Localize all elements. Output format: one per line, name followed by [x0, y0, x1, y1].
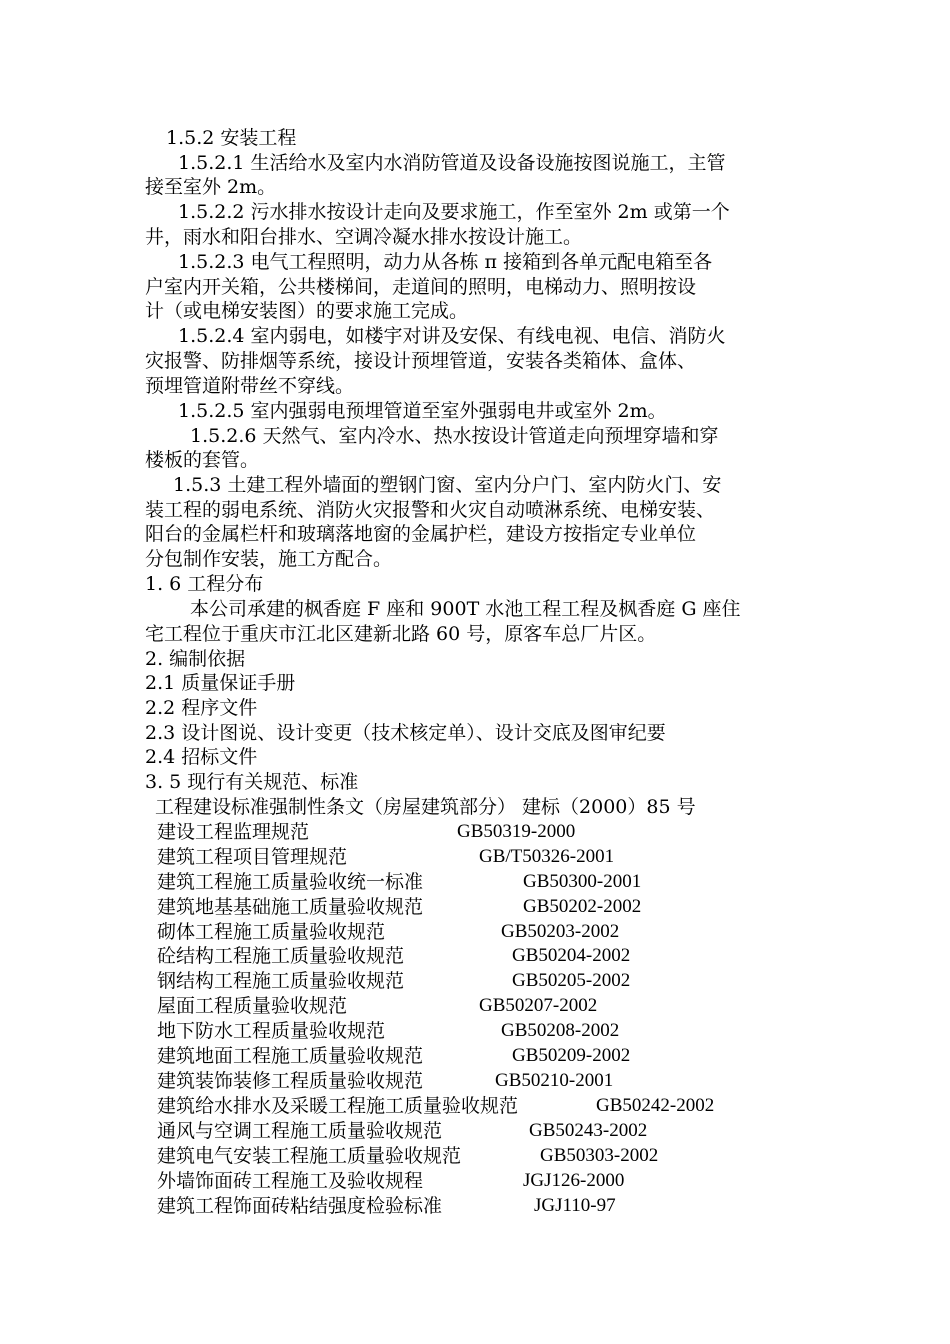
section-heading-1-6: 1. 6 工程分布 — [145, 573, 264, 595]
standard-name: 建筑地基基础施工质量验收规范 — [157, 896, 424, 918]
standard-code: GB/T50326-2001 — [479, 846, 615, 867]
list-item: 2.1 质量保证手册 — [145, 672, 296, 694]
standard-name: 建筑地面工程施工质量验收规范 — [157, 1045, 424, 1067]
standard-code: GB50303-2002 — [540, 1145, 659, 1166]
standard-code: GB50243-2002 — [529, 1120, 648, 1141]
paragraph-line: 1.5.2.3 电气工程照明，动力从各栋 π 接箱到各单元配电箱至各 — [178, 251, 713, 273]
standard-mandatory-provisions: 工程建设标准强制性条文（房屋建筑部分） 建标（2000）85 号 — [155, 796, 696, 818]
paragraph-line: 计（或电梯安装图）的要求施工完成。 — [145, 300, 469, 322]
standard-code: GB50207-2002 — [479, 995, 598, 1016]
standard-name: 屋面工程质量验收规范 — [157, 995, 348, 1017]
standard-name: 建设工程监理规范 — [157, 821, 310, 843]
section-heading-2: 2. 编制依据 — [145, 648, 246, 670]
standard-name: 建筑电气安装工程施工质量验收规范 — [157, 1145, 462, 1167]
paragraph-line: 分包制作安装，施工方配合。 — [145, 548, 393, 570]
standard-code: GB50202-2002 — [523, 896, 642, 917]
standard-name: 砼结构工程施工质量验收规范 — [157, 945, 405, 967]
standard-name: 外墙饰面砖工程施工及验收规程 — [157, 1170, 424, 1192]
section-heading-1-5-2: 1.5.2 安装工程 — [166, 127, 297, 149]
paragraph-line: 井，雨水和阳台排水、空调冷凝水排水按设计施工。 — [145, 226, 583, 248]
standard-name: 建筑装饰装修工程质量验收规范 — [157, 1070, 424, 1092]
paragraph-line: 楼板的套管。 — [145, 449, 260, 471]
paragraph-line: 1.5.2.1 生活给水及室内水消防管道及设备设施按图说施工，主管 — [178, 152, 726, 174]
standard-code: GB50242-2002 — [596, 1095, 715, 1116]
paragraph-line: 1.5.2.4 室内弱电，如楼宇对讲及安保、有线电视、电信、消防火 — [178, 325, 726, 347]
list-item: 2.4 招标文件 — [145, 746, 258, 768]
standard-code: GB50205-2002 — [512, 970, 631, 991]
paragraph-line: 1.5.2.5 室内强弱电预埋管道至室外强弱电井或室外 2m。 — [178, 400, 667, 422]
standard-name: 砌体工程施工质量验收规范 — [157, 921, 386, 943]
paragraph-line: 预埋管道附带丝不穿线。 — [145, 375, 355, 397]
paragraph-line: 接至室外 2m。 — [145, 176, 277, 198]
list-item: 2.3 设计图说、设计变更（技术核定单）、设计交底及图审纪要 — [145, 722, 666, 744]
paragraph-line: 阳台的金属栏杆和玻璃落地窗的金属护栏，建设方按指定专业单位 — [145, 523, 697, 545]
standard-code: GB50209-2002 — [512, 1045, 631, 1066]
standard-code: GB50210-2001 — [495, 1070, 614, 1091]
standard-name: 建筑给水排水及采暖工程施工质量验收规范 — [157, 1095, 519, 1117]
paragraph-line: 宅工程位于重庆市江北区建新北路 60 号，原客车总厂片区。 — [145, 623, 657, 645]
paragraph-line: 装工程的弱电系统、消防火灾报警和火灾自动喷淋系统、电梯安装、 — [145, 499, 716, 521]
standard-code: GB50203-2002 — [501, 921, 620, 942]
paragraph-line: 1.5.2.6 天然气、室内冷水、热水按设计管道走向预埋穿墙和穿 — [190, 425, 719, 447]
standard-code: JGJ126-2000 — [523, 1170, 625, 1191]
list-item: 2.2 程序文件 — [145, 697, 258, 719]
standard-name: 通风与空调工程施工质量验收规范 — [157, 1120, 443, 1142]
standard-name: 钢结构工程施工质量验收规范 — [157, 970, 405, 992]
standard-code: GB50208-2002 — [501, 1020, 620, 1041]
standard-code: GB50300-2001 — [523, 871, 642, 892]
standard-name: 地下防水工程质量验收规范 — [157, 1020, 386, 1042]
standard-name: 建筑工程项目管理规范 — [157, 846, 348, 868]
standard-code: JGJ110-97 — [534, 1195, 616, 1216]
paragraph-line: 本公司承建的枫香庭 F 座和 900T 水池工程工程及枫香庭 G 座住 — [190, 598, 741, 620]
paragraph-line: 1.5.2.2 污水排水按设计走向及要求施工，作至室外 2m 或第一个 — [178, 201, 730, 223]
paragraph-line: 灾报警、防排烟等系统，接设计预埋管道，安装各类箱体、盒体、 — [145, 350, 697, 372]
standard-code: GB50204-2002 — [512, 945, 631, 966]
standard-name: 建筑工程施工质量验收统一标准 — [157, 871, 424, 893]
section-heading-3-5: 3. 5 现行有关规范、标准 — [145, 771, 359, 793]
paragraph-line: 户室内开关箱，公共楼梯间，走道间的照明，电梯动力、照明按设 — [145, 276, 697, 298]
standard-code: GB50319-2000 — [457, 821, 576, 842]
standard-name: 建筑工程饰面砖粘结强度检验标准 — [157, 1195, 443, 1217]
paragraph-line: 1.5.3 土建工程外墙面的塑钢门窗、室内分户门、室内防火门、安 — [173, 474, 722, 496]
